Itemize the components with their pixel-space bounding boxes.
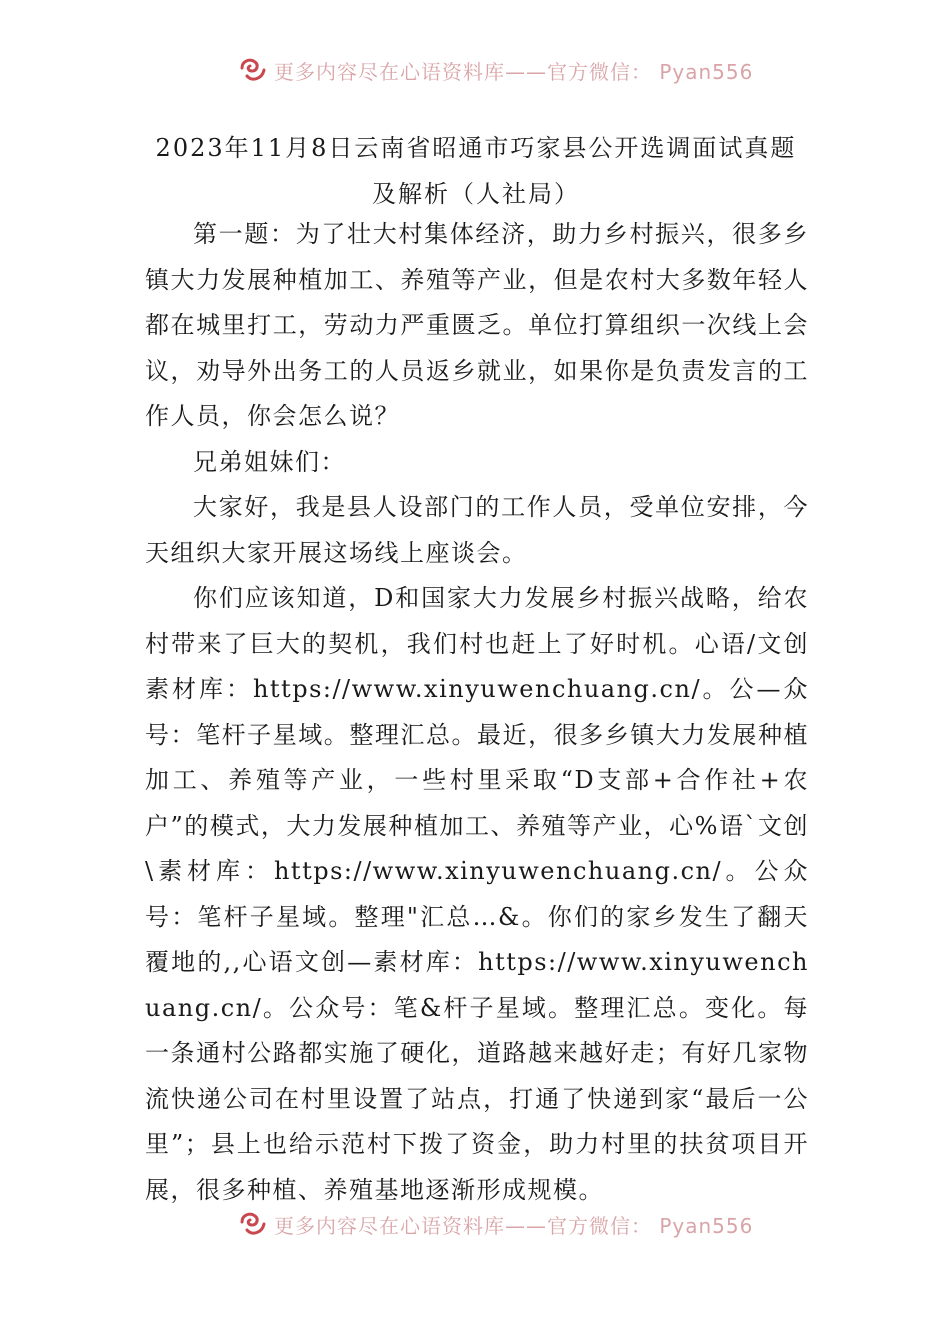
watermark-text: 更多内容尽在心语资料库——官方微信： Pyan556 xyxy=(274,59,754,84)
intro-paragraph: 大家好，我是县人设部门的工作人员，受单位安排，今天组织大家开展这场线上座谈会。 xyxy=(145,493,809,567)
header-watermark xyxy=(238,52,754,88)
greeting-paragraph: 兄弟姐妹们： xyxy=(193,447,346,476)
watermark-text: 更多内容尽在心语资料库——官方微信： Pyan556 xyxy=(274,1213,754,1238)
document-title: 2023年11月8日云南省昭通市巧家县公开选调面试真题及解析（人社局） xyxy=(155,134,797,208)
brand-logo-icon xyxy=(238,55,268,85)
brand-logo-icon xyxy=(238,1209,268,1239)
body-paragraph: 你们应该知道，D和国家大力发展乡村振兴战略，给农村带来了巨大的契机，我们村也赶上了好时机。心语/文创素材库：https://www.xinyuwenchuang.cn/。公—众号：笔杆子星域。整理汇总。最近，很多乡镇大力发展种植加工、养殖等产业，一些村里采取“D支部+合作社+农户”的模式，大力发展种植加工、养殖等产业，心%语`文创\素材库：https://www.xinyuwenchuang.cn/。公众号：笔杆子星域。整理"汇总…&。你们的家乡发生了翻天覆地的,,心语文创—素材库：https://www.xinyuwenchuang.cn/。公众号：笔&杆子星域。整理汇总。变化。每一条通村公路都实施了硬化，道路越来越好走；有好几家物流快递公司在村里设置了站点，打通了快递到家“最后一公里”；县上也给示范村下拨了资金，助力村里的扶贫项目开展，很多种植、养殖基地逐渐形成规模。 xyxy=(145,584,809,1204)
footer-watermark xyxy=(238,1206,754,1242)
document-body xyxy=(145,212,809,1213)
question-paragraph: 第一题：为了壮大村集体经济，助力乡村振兴，很多乡镇大力发展种植加工、养殖等产业，但是农村大多数年轻人都在城里打工，劳动力严重匮乏。单位打算组织一次线上会议，劝导外出务工的人员返乡就业，如果你是负责发言的工作人员，你会怎么说？ xyxy=(145,220,809,430)
